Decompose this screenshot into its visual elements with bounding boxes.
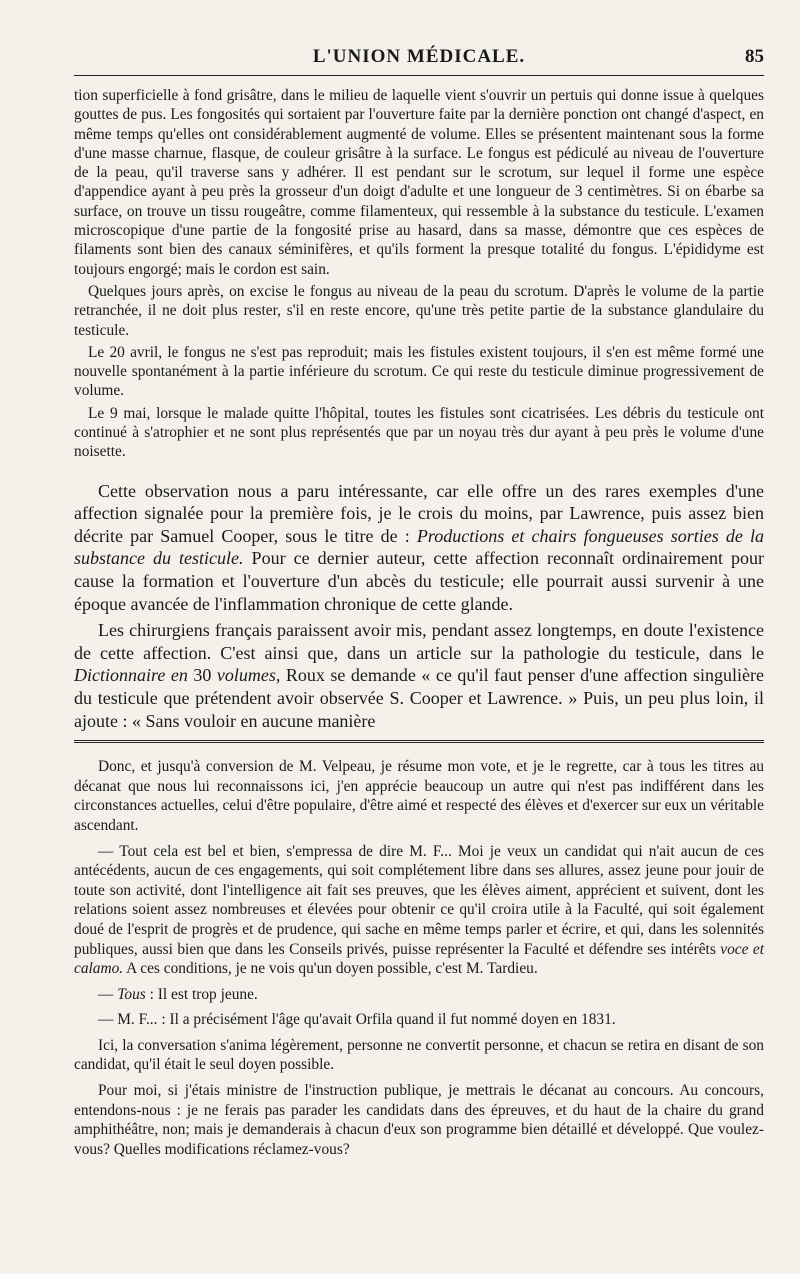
paragraph: Cette observation nous a paru intéressante, car elle offre un des rares exemples d'une affection signalée pour la première fois, je le crois du moins, par Lawrence, puis assez bien décrite par Samuel Cooper, sous le titre de : Productions et chairs fongueuses sorties de la substance du testicule. Pour ce dernier auteur, cette affection reconnaît ordinairement pour cause la formation et l'ouverture d'un abcès du testicule; elle pourrait aussi survenir à une époque avancée de l'inflammation chronique de cette glande. xyxy=(74,480,764,614)
observation-text xyxy=(74,86,764,462)
journal-page xyxy=(74,40,764,1159)
page-number: 85 xyxy=(745,46,764,67)
running-title: L'UNION MÉDICALE. xyxy=(312,46,526,67)
paragraph: Le 9 mai, lorsque le malade quitte l'hôpital, toutes les fistules sont cicatrisées. Les débris du testicule ont continué à s'atrophier et ne sont plus représentés que par un noyau très dur ayant à peu près le volume d'une noisette. xyxy=(74,404,764,461)
paragraph: Ici, la conversation s'anima légèrement, personne ne convertit personne, et chacun se retira en disant de son candidat, qu'il était le seul doyen possible. xyxy=(74,1036,764,1074)
italic-speaker: Tous xyxy=(117,985,146,1003)
paragraph: tion superficielle à fond grisâtre, dans le milieu de laquelle vient s'ouvrir un pertuis qui donne issue à quelques gouttes de pus. Les fongosités qui sortaient par l'ouverture faite par la dernière ponction ont changé d'aspect, en même temps qu'elles ont considérablement augmenté de volume. Elles se présentent maintenant sous la forme d'une masse charnue, flasque, de couleur grisâtre à la surface. Le fongus est pédiculé au niveau de l'ouverture de la peau, qu'il traverse sans y adhérer. Il est pendant sur le scrotum, sur lequel il forme une espèce d'appendice ayant à peu près la grosseur d'un doigt d'adulte et une longueur de 3 centimètres. Si on ébarbe sa surface, on trouve un tissu rougeâtre, comme filamenteux, qui ressemble à la substance du testicule. L'examen microscopique d'une partie de la fongosité prise au hasard, dans sa masse, démontre que ces espèces de filaments sont bien des canaux séminifères, et qu'ils forment la presque totalité du fongus. L'épididyme est toujours engorgé; mais le cordon est sain. xyxy=(74,87,764,278)
italic-title: Productions et chairs fongueuses sorties de la substance du testicule. xyxy=(74,525,764,569)
italic-phrase: voce et calamo. xyxy=(74,940,764,978)
paragraph: Le 20 avril, le fongus ne s'est pas reproduit; mais les fistules existent toujours, il s'en est même formé une nouvelle spontanément à la partie inférieure du scrotum. Ce qui reste du testicule diminue progressivement de volume. xyxy=(74,343,764,400)
paragraph: Donc, et jusqu'à conversion de M. Velpeau, je résume mon vote, et je le regrette, car à tous les titres au décanat que nous lui reconnaissons ici, j'en apprécie beaucoup un autre qui n'est pas indifférent dans les circonstances actuelles, celui d'être populaire, d'être aimé et respecté des élèves et d'exercer sur eux un véritable ascendant. xyxy=(74,758,764,834)
paragraph: Quelques jours après, on excise le fongus au niveau de la peau du scrotum. D'après le volume de la partie retranchée, il ne doit plus rester, s'il en reste encore, qu'une très petite partie de la substance glandulaire du testicule. xyxy=(74,282,764,339)
paragraph: — Tous : Il est trop jeune. xyxy=(98,985,258,1003)
paragraph: — M. F... : Il a précisément l'âge qu'avait Orfila quand il fut nommé doyen en 1831. xyxy=(98,1011,616,1029)
paragraph: — Tout cela est bel et bien, s'empressa de dire M. F... Moi je veux un candidat qui n'ait aucun de ces antécédents, aucun de ces engagements, qui soit complétement libre dans ses allures, assez jeune pour jouir de toute son activité, dont l'intelligence ait fait ses preuves, que les élèves aiment, apprécient et suivent, dont les relations soient assez nombreuses et élevées pour obtenir ce qu'il croira utile à la Faculté, qui soit également doué de l'esprit de progrès et de prudence, qui sache en même temps parler et écrire, et qui, dans les solennités publiques, aussi bien que dans les Conseils privés, puisse représenter la Faculté et défendre ses intérêts voce et calamo. A ces conditions, je ne vois qu'un doyen possible, c'est M. Tardieu. xyxy=(74,842,764,978)
italic-title: Dictionnaire en xyxy=(74,665,188,686)
commentary-text xyxy=(74,480,764,733)
header-rule xyxy=(74,75,764,76)
page-header xyxy=(74,40,764,74)
feuilleton-divider xyxy=(74,740,764,743)
italic-title: volumes, xyxy=(216,665,281,686)
feuilleton-text xyxy=(74,757,764,1159)
paragraph: Pour moi, si j'étais ministre de l'instruction publique, je mettrais le décanat au concours. Au concours, entendons-nous : je ne ferais pas parader les candidats dans des épreuves, et du haut de la chaire du grand amphithéâtre, non; mais je demanderais à chacun d'eux son programme bien détaillé et développé. Que voulez-vous? Quelles modifications réclamez-vous? xyxy=(74,1082,764,1158)
paragraph: Les chirurgiens français paraissent avoir mis, pendant assez longtemps, en doute l'existence de cette affection. C'est ainsi que, dans un article sur la pathologie du testicule, dans le Dictionnaire en 30 volumes, Roux se demande « ce qu'il faut penser d'une affection singulière du testicule que prétendent avoir observée S. Cooper et Lawrence. » Puis, un peu plus loin, il ajoute : « Sans vouloir en aucune manière xyxy=(74,620,765,731)
